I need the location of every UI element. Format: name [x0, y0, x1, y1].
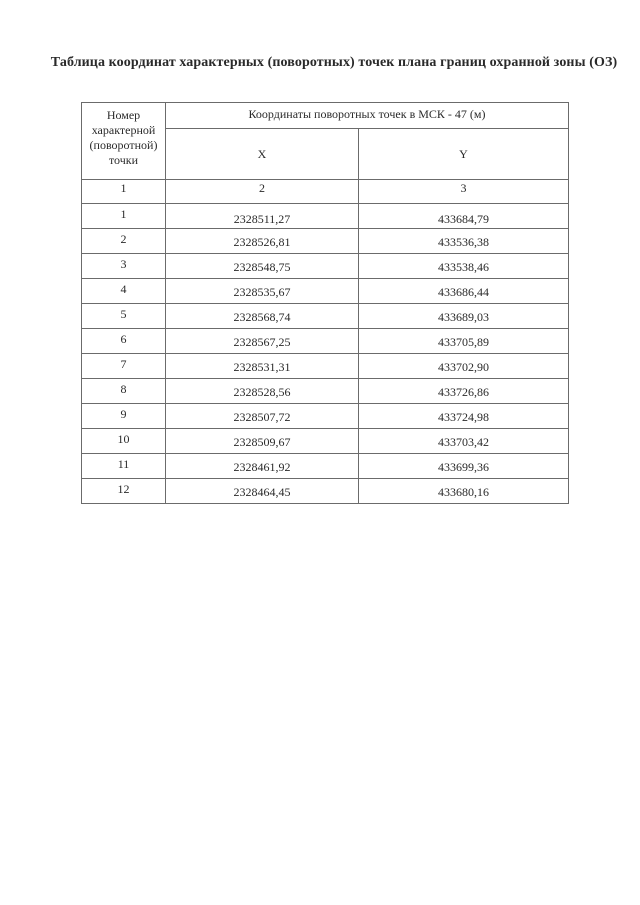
y-coordinate-cell: 433726,86	[359, 379, 569, 404]
table-row	[82, 429, 569, 454]
y-coordinate-cell: 433699,36	[359, 454, 569, 479]
header-point-number: Номер характерной (поворотной) точки	[82, 103, 166, 180]
column-index-cell: 1	[82, 180, 166, 204]
point-number-cell: 4	[82, 279, 166, 304]
table-row	[82, 204, 569, 229]
table-row	[82, 454, 569, 479]
y-coordinate-cell: 433536,38	[359, 229, 569, 254]
table-row	[82, 254, 569, 279]
point-number-cell: 7	[82, 354, 166, 379]
point-number-cell: 10	[82, 429, 166, 454]
point-number-cell: 3	[82, 254, 166, 279]
table-header-row	[82, 103, 569, 129]
table-row	[82, 304, 569, 329]
column-index-row	[82, 180, 569, 204]
x-coordinate-cell: 2328526,81	[166, 229, 359, 254]
x-coordinate-cell: 2328464,45	[166, 479, 359, 504]
header-coordinates-group: Координаты поворотных точек в МСК - 47 (м)	[166, 103, 569, 129]
y-coordinate-cell: 433705,89	[359, 329, 569, 354]
y-coordinate-cell: 433684,79	[359, 204, 569, 229]
x-coordinate-cell: 2328567,25	[166, 329, 359, 354]
table-row	[82, 329, 569, 354]
x-coordinate-cell: 2328509,67	[166, 429, 359, 454]
column-index-cell: 3	[359, 180, 569, 204]
x-coordinate-cell: 2328511,27	[166, 204, 359, 229]
y-coordinate-cell: 433689,03	[359, 304, 569, 329]
x-coordinate-cell: 2328507,72	[166, 404, 359, 429]
table-row	[82, 279, 569, 304]
point-number-cell: 9	[82, 404, 166, 429]
x-coordinate-cell: 2328535,67	[166, 279, 359, 304]
table-row	[82, 379, 569, 404]
point-number-cell: 1	[82, 204, 166, 229]
point-number-cell: 12	[82, 479, 166, 504]
x-coordinate-cell: 2328461,92	[166, 454, 359, 479]
point-number-cell: 2	[82, 229, 166, 254]
y-coordinate-cell: 433686,44	[359, 279, 569, 304]
x-coordinate-cell: 2328531,31	[166, 354, 359, 379]
x-coordinate-cell: 2328528,56	[166, 379, 359, 404]
x-coordinate-cell: 2328548,75	[166, 254, 359, 279]
point-number-cell: 6	[82, 329, 166, 354]
y-coordinate-cell: 433703,42	[359, 429, 569, 454]
table-row	[82, 354, 569, 379]
y-coordinate-cell: 433538,46	[359, 254, 569, 279]
header-x: X	[166, 129, 359, 180]
table-row	[82, 229, 569, 254]
table-row	[82, 404, 569, 429]
coordinates-table	[81, 102, 569, 504]
y-coordinate-cell: 433680,16	[359, 479, 569, 504]
table-row	[82, 479, 569, 504]
column-index-cell: 2	[166, 180, 359, 204]
y-coordinate-cell: 433702,90	[359, 354, 569, 379]
point-number-cell: 5	[82, 304, 166, 329]
document-title: Таблица координат характерных (поворотных) точек плана границ охранной зоны (ОЗ)	[50, 55, 618, 70]
x-coordinate-cell: 2328568,74	[166, 304, 359, 329]
y-coordinate-cell: 433724,98	[359, 404, 569, 429]
header-y: Y	[359, 129, 569, 180]
point-number-cell: 11	[82, 454, 166, 479]
point-number-cell: 8	[82, 379, 166, 404]
